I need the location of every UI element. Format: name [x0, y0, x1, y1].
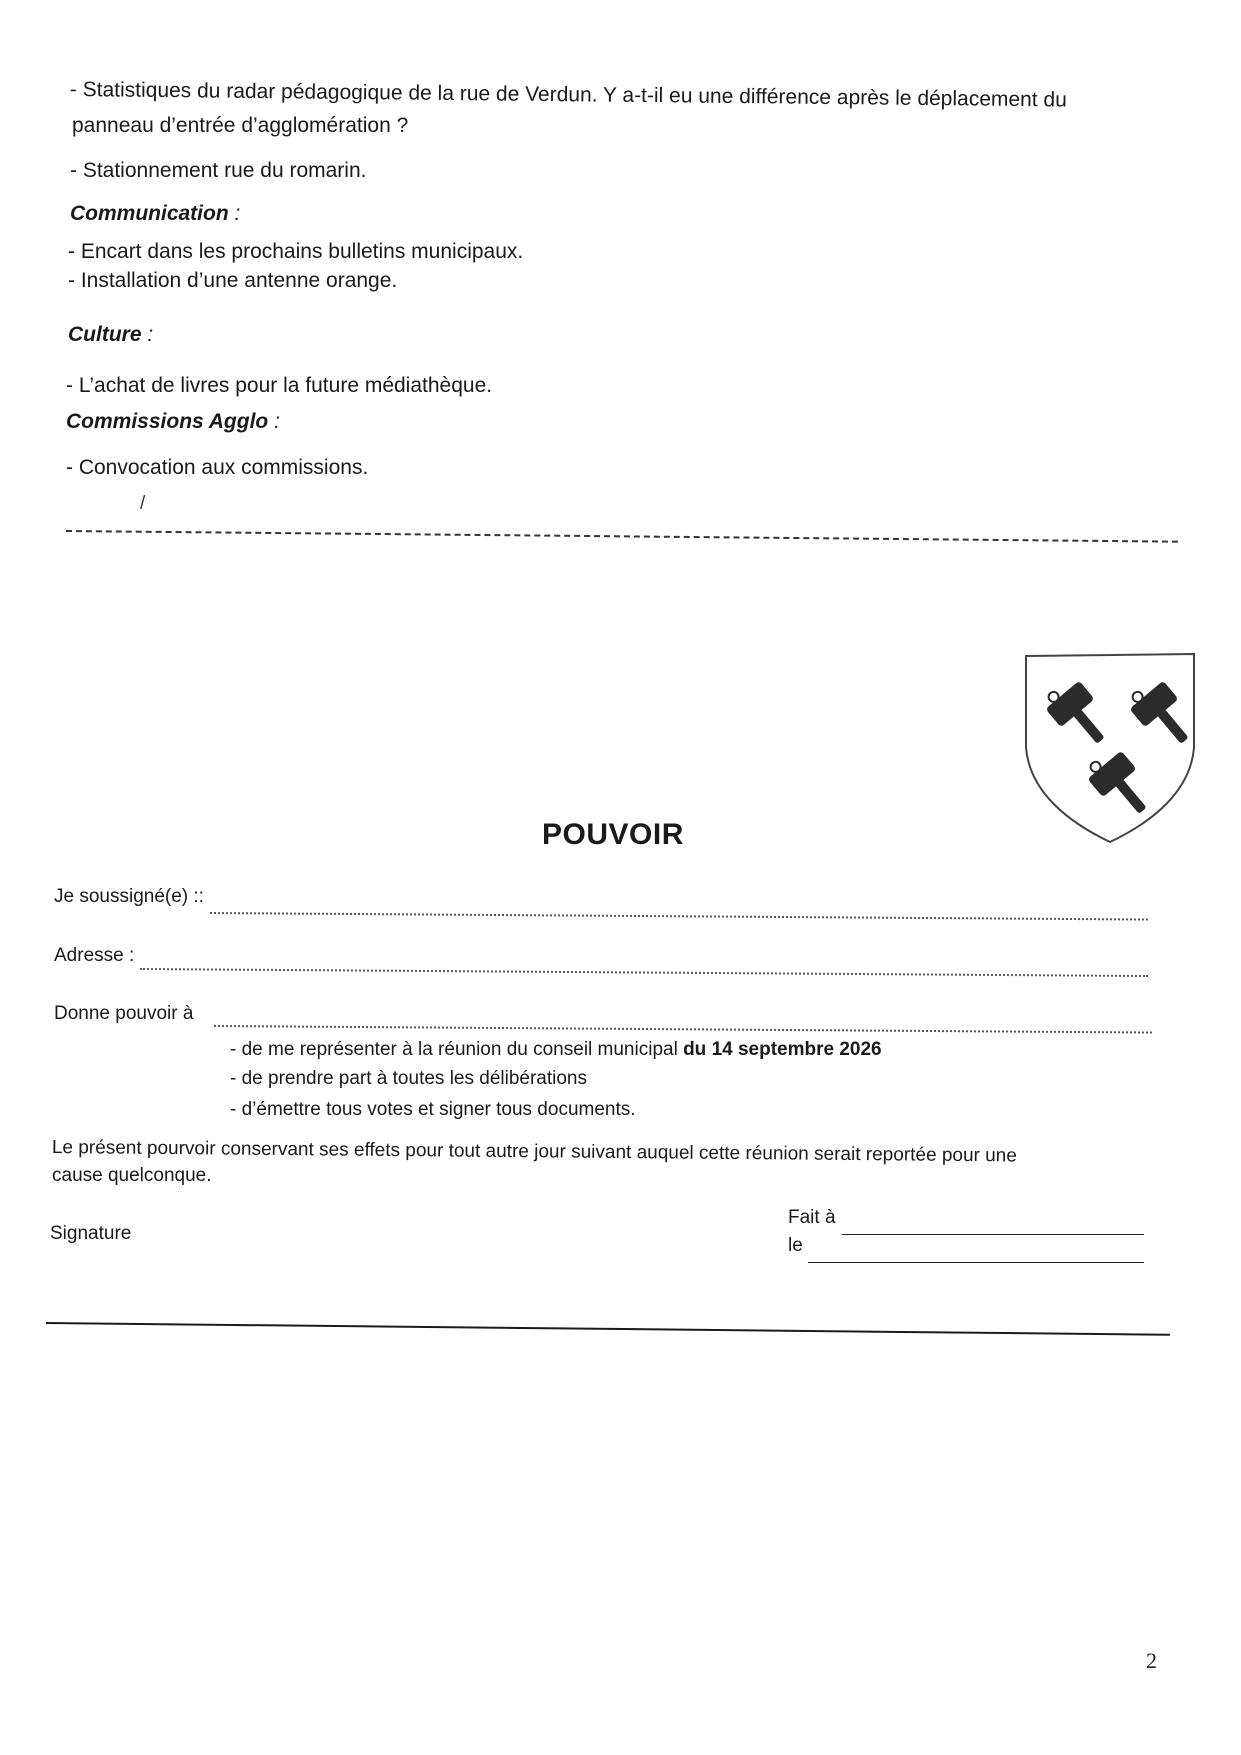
agenda-item-parking: - Stationnement rue du romarin.	[70, 159, 367, 182]
adresse-field[interactable]	[140, 968, 1148, 977]
donne-pouvoir-label: Donne pouvoir à	[54, 1003, 194, 1024]
le-label: le	[788, 1235, 803, 1256]
form-title: POUVOIR	[542, 818, 684, 851]
agglo-heading: Commissions Agglo :	[66, 410, 280, 433]
soussigne-field[interactable]	[210, 912, 1148, 921]
fait-a-field[interactable]	[842, 1234, 1144, 1235]
stray-mark: /	[140, 493, 146, 514]
paragraph-line1: Le présent pourvoir conservant ses effets pour tout autre jour suivant auquel cette réunion serait reportée pour une	[51, 1136, 1017, 1167]
agenda-item-radar-line1: - Statistiques du radar pédagogique de la rue de Verdun. Y a-t-il eu une différence après le déplacement du	[69, 77, 1067, 112]
agenda-item-radar-line2: panneau d’entrée d’agglomération ?	[72, 114, 409, 137]
donne-pouvoir-field[interactable]	[214, 1025, 1152, 1034]
culture-heading: Culture :	[68, 323, 154, 346]
section-separator	[66, 530, 1178, 543]
clause-votes: - d’émettre tous votes et signer tous documents.	[230, 1099, 636, 1120]
communication-item-1: - Encart dans les prochains bulletins municipaux.	[68, 240, 524, 263]
fait-a-label: Fait à	[788, 1207, 836, 1228]
signature-label: Signature	[50, 1223, 132, 1244]
coat-of-arms-icon	[1022, 652, 1200, 844]
paragraph-line2: cause quelconque.	[52, 1165, 212, 1186]
culture-item-1: - L’achat de livres pour la future médiathèque.	[66, 374, 493, 397]
communication-item-2: - Installation d’une antenne orange.	[68, 269, 398, 292]
page-number: 2	[1146, 1648, 1157, 1673]
date-field[interactable]	[808, 1262, 1144, 1263]
clause-represent: - de me représenter à la réunion du conseil municipal du 14 septembre 2026	[230, 1039, 882, 1060]
bottom-rule	[46, 1322, 1170, 1336]
clause-deliberations: - de prendre part à toutes les délibérations	[230, 1068, 587, 1089]
soussigne-label: Je soussigné(e) ::	[54, 886, 204, 907]
meeting-date: du 14 septembre 2026	[683, 1039, 882, 1060]
communication-heading: Communication :	[70, 202, 241, 225]
adresse-label: Adresse :	[54, 945, 135, 966]
agglo-item-1: - Convocation aux commissions.	[66, 456, 369, 479]
